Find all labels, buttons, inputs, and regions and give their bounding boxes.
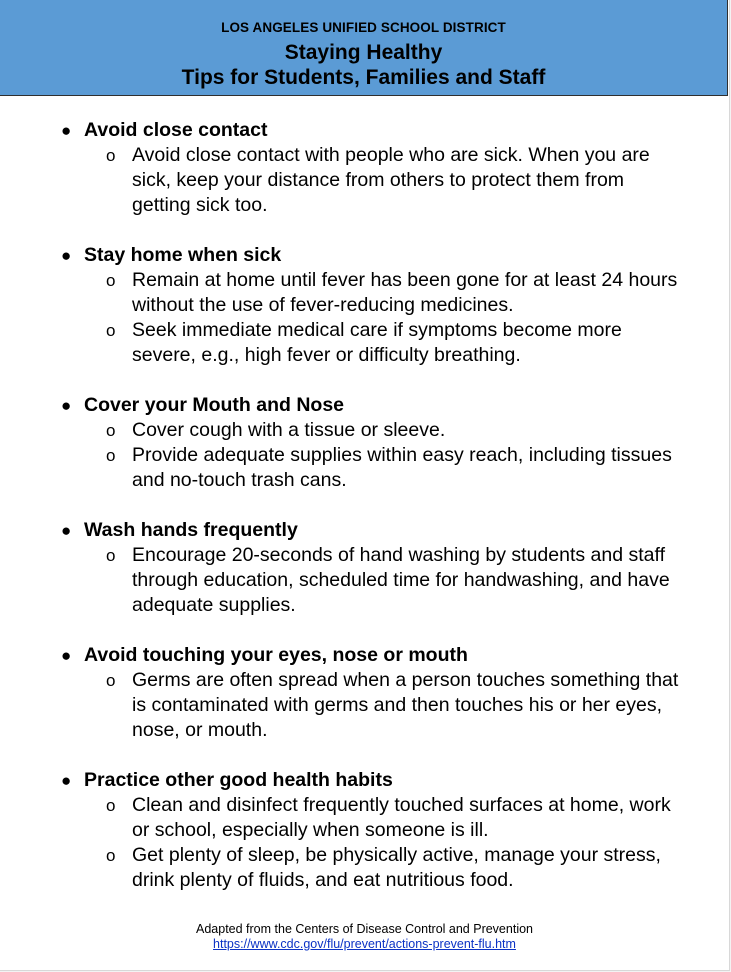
tip-item [0,268,729,318]
tip-heading-text: Wash hands frequently [84,519,298,541]
tip-item-text: Clean and disinfect frequently touched surfaces at home, work or school, especially when someone is ill. [132,794,671,841]
filled-bullet-icon: ● [61,121,72,140]
hollow-bullet-icon: o [106,546,116,565]
tip-heading [0,243,729,268]
tip-item [0,543,729,618]
tip-section [0,243,729,368]
tip-heading-text: Avoid close contact [84,119,268,141]
district-name: LOS ANGELES UNIFIED SCHOOL DISTRICT [221,20,506,35]
footer [0,922,729,952]
tip-heading [0,643,729,668]
tip-section [0,118,729,218]
tip-item [0,443,729,493]
tip-item-text: Cover cough with a tissue or sleeve. [132,419,446,441]
page-title: Staying Healthy [284,41,443,64]
tip-heading [0,518,729,543]
tip-item-text: Germs are often spread when a person touches something that is contaminated with germs and then touches his or her eyes, nose, or mouth. [132,669,679,741]
tip-item-text: Seek immediate medical care if symptoms become more severe, e.g., high fever or difficulty breathing. [132,319,622,366]
filled-bullet-icon: ● [61,246,72,265]
tip-section [0,518,729,618]
tip-heading-text: Cover your Mouth and Nose [84,394,345,416]
cdc-source-link[interactable]: https://www.cdc.gov/flu/prevent/actions-prevent-flu.htm [213,937,516,951]
hollow-bullet-icon: o [106,421,116,440]
hollow-bullet-icon: o [106,271,116,290]
tip-item [0,143,729,218]
hollow-bullet-icon: o [106,321,116,340]
hollow-bullet-icon: o [106,671,116,690]
tip-heading-text: Stay home when sick [84,244,282,266]
hollow-bullet-icon: o [106,146,116,165]
tip-heading [0,118,729,143]
tip-section [0,393,729,493]
filled-bullet-icon: ● [61,396,72,415]
tip-item [0,793,729,843]
filled-bullet-icon: ● [61,646,72,665]
tip-item [0,668,729,743]
tip-heading-text: Avoid touching your eyes, nose or mouth [84,644,468,666]
tip-item-text: Get plenty of sleep, be physically active, manage your stress, drink plenty of fluids, and eat nutritious food. [132,844,661,891]
tip-section [0,643,729,743]
tip-item-text: Encourage 20-seconds of hand washing by students and staff through education, scheduled time for handwashing, and have adequate supplies. [132,544,670,616]
tip-item-text: Remain at home until fever has been gone for at least 24 hours without the use of fever-reducing medicines. [132,269,678,316]
source-attribution: Adapted from the Centers of Disease Control and Prevention [196,922,533,936]
hollow-bullet-icon: o [106,796,116,815]
tip-item [0,843,729,893]
hollow-bullet-icon: o [106,446,116,465]
tip-item [0,418,729,443]
tips-list [0,118,729,918]
filled-bullet-icon: ● [61,521,72,540]
tip-heading [0,768,729,793]
page-subtitle: Tips for Students, Families and Staff [181,66,546,89]
tip-heading-text: Practice other good health habits [84,769,393,791]
header-banner [0,0,728,96]
tip-item-text: Provide adequate supplies within easy reach, including tissues and no-touch trash cans. [132,444,672,491]
hollow-bullet-icon: o [106,846,116,865]
tip-item-text: Avoid close contact with people who are sick. When you are sick, keep your distance from others to protect them from getting sick too. [132,144,650,216]
tip-item [0,318,729,368]
filled-bullet-icon: ● [61,771,72,790]
tip-heading [0,393,729,418]
tip-section [0,768,729,893]
